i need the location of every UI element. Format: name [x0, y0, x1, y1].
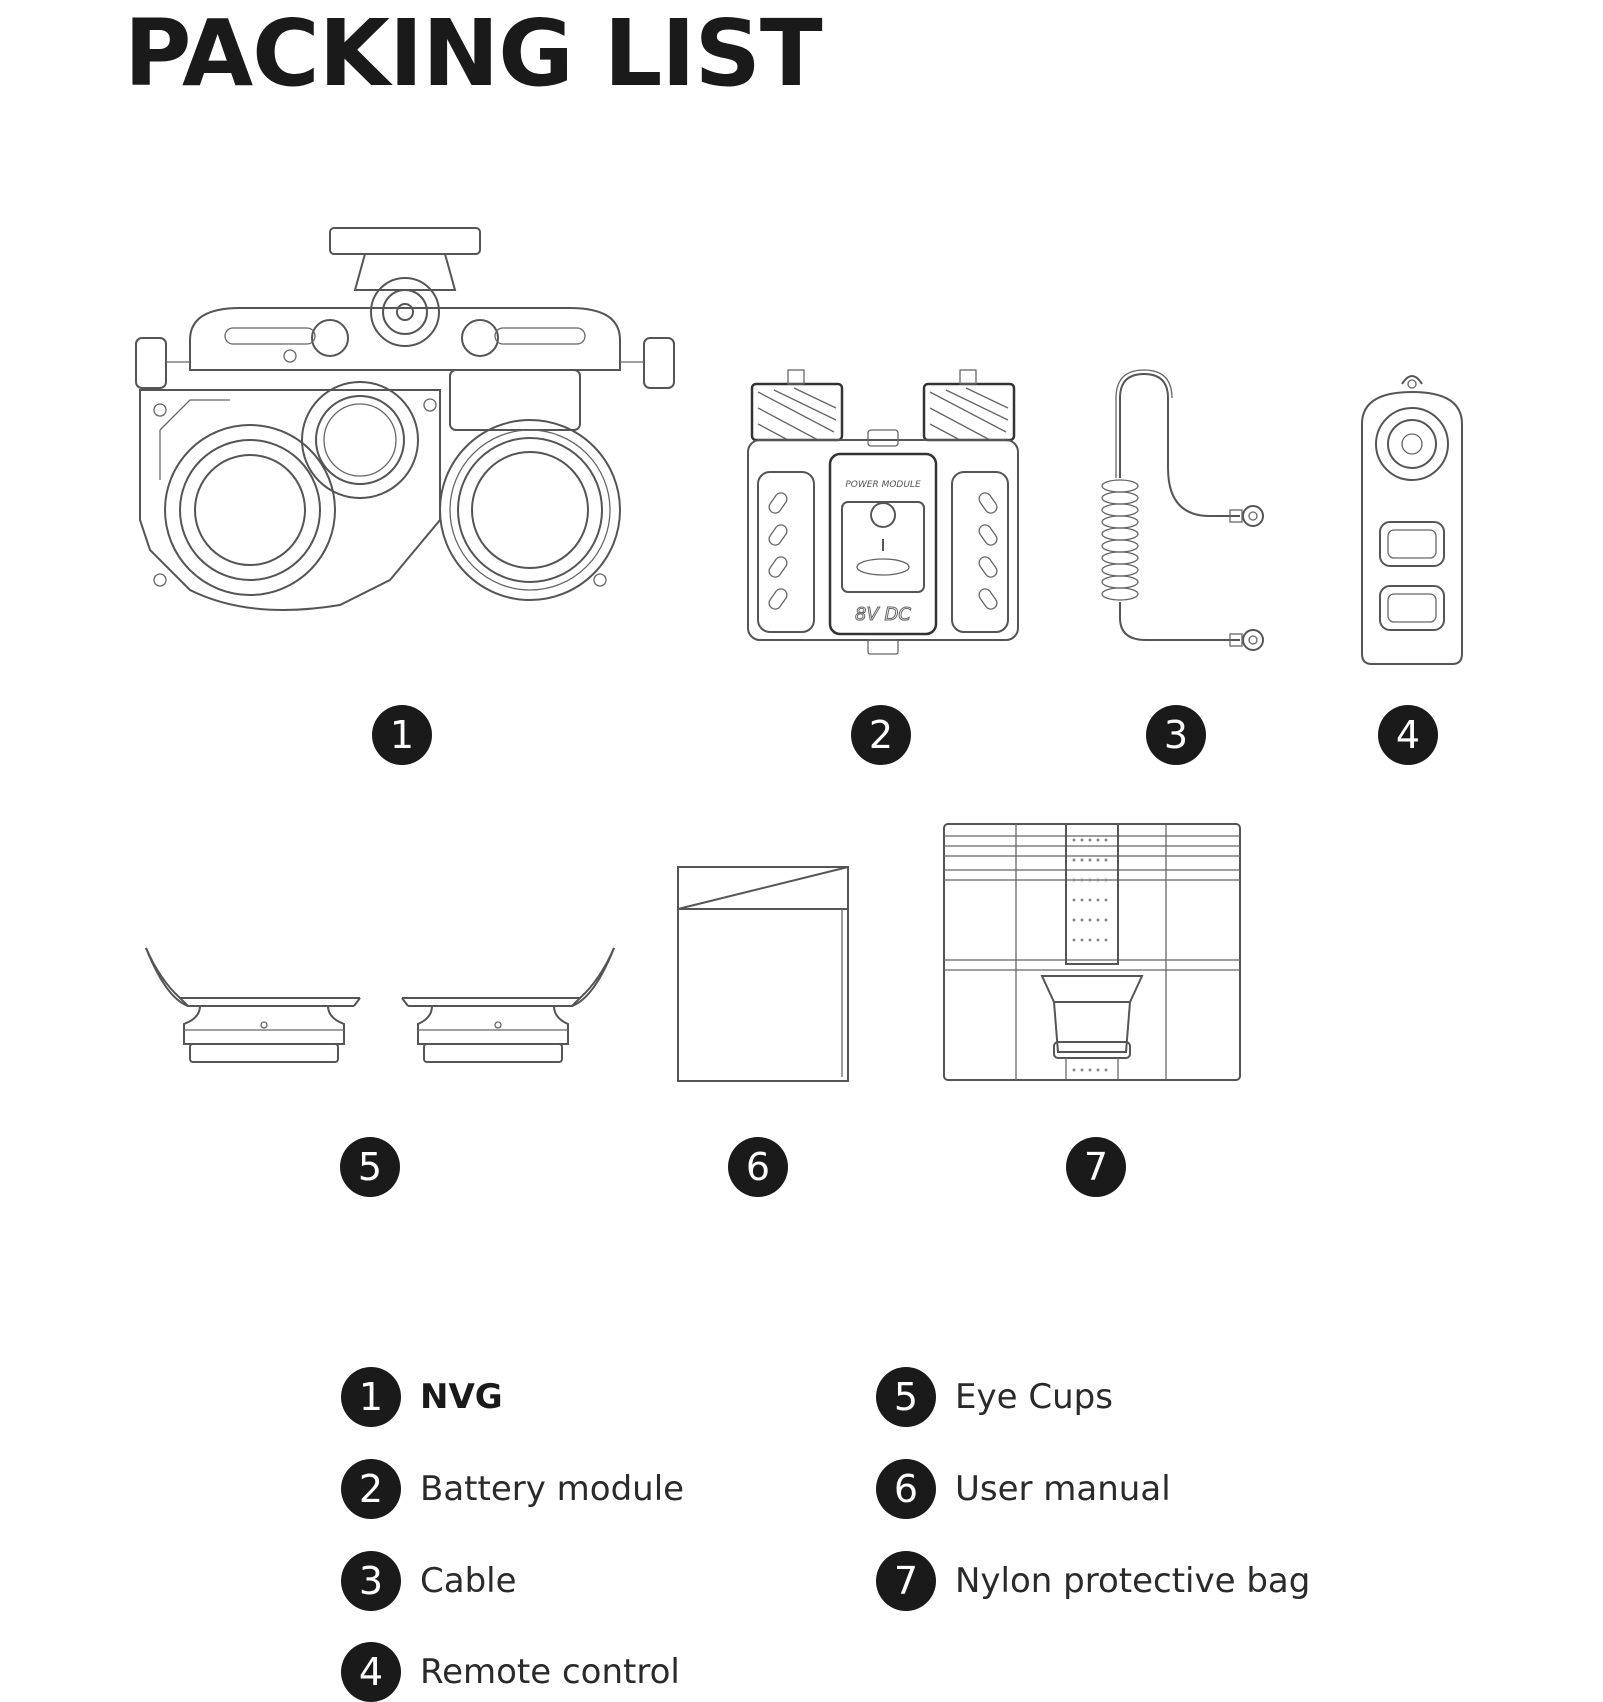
battery-module-top-text: POWER MODULE [845, 480, 921, 490]
nvg-illustration [130, 220, 680, 670]
legend-item-nylon-bag [876, 1551, 1310, 1611]
legend-number: 7 [876, 1551, 936, 1611]
battery-module-illustration [738, 362, 1028, 672]
legend-label: Battery module [420, 1469, 685, 1509]
legend-number: 6 [876, 1459, 936, 1519]
legend-number: 4 [341, 1642, 401, 1702]
legend-number: 1 [341, 1367, 401, 1427]
callout-6: 6 [728, 1137, 788, 1197]
nylon-bag-illustration [942, 820, 1242, 1085]
legend-number: 2 [341, 1459, 401, 1519]
legend-item-eye-cups [876, 1367, 1113, 1427]
legend-item-nvg [341, 1367, 503, 1427]
callout-1: 1 [372, 705, 432, 765]
callout-4: 4 [1378, 705, 1438, 765]
legend-item-battery-module [341, 1459, 684, 1519]
remote-control-illustration [1352, 364, 1472, 674]
callout-3: 3 [1146, 705, 1206, 765]
legend-label: Eye Cups [955, 1377, 1113, 1417]
callout-5: 5 [340, 1137, 400, 1197]
legend-label: User manual [955, 1469, 1171, 1509]
legend-label: Nylon protective bag [955, 1561, 1311, 1601]
battery-module-bottom-text: 8V DC [855, 604, 911, 625]
user-manual-illustration [676, 865, 856, 1085]
legend-item-remote-control [341, 1642, 680, 1702]
page-title: PACKING LIST [124, 0, 822, 107]
legend-label: Cable [420, 1561, 517, 1601]
callout-2: 2 [851, 705, 911, 765]
legend-item-user-manual [876, 1459, 1171, 1519]
cable-illustration [1090, 368, 1280, 668]
legend-number: 3 [341, 1551, 401, 1611]
callout-7: 7 [1066, 1137, 1126, 1197]
legend-label: NVG [420, 1377, 503, 1417]
legend-label: Remote control [420, 1652, 680, 1692]
legend-number: 5 [876, 1367, 936, 1427]
legend-item-cable [341, 1551, 517, 1611]
eye-cups-illustration [140, 940, 620, 1070]
